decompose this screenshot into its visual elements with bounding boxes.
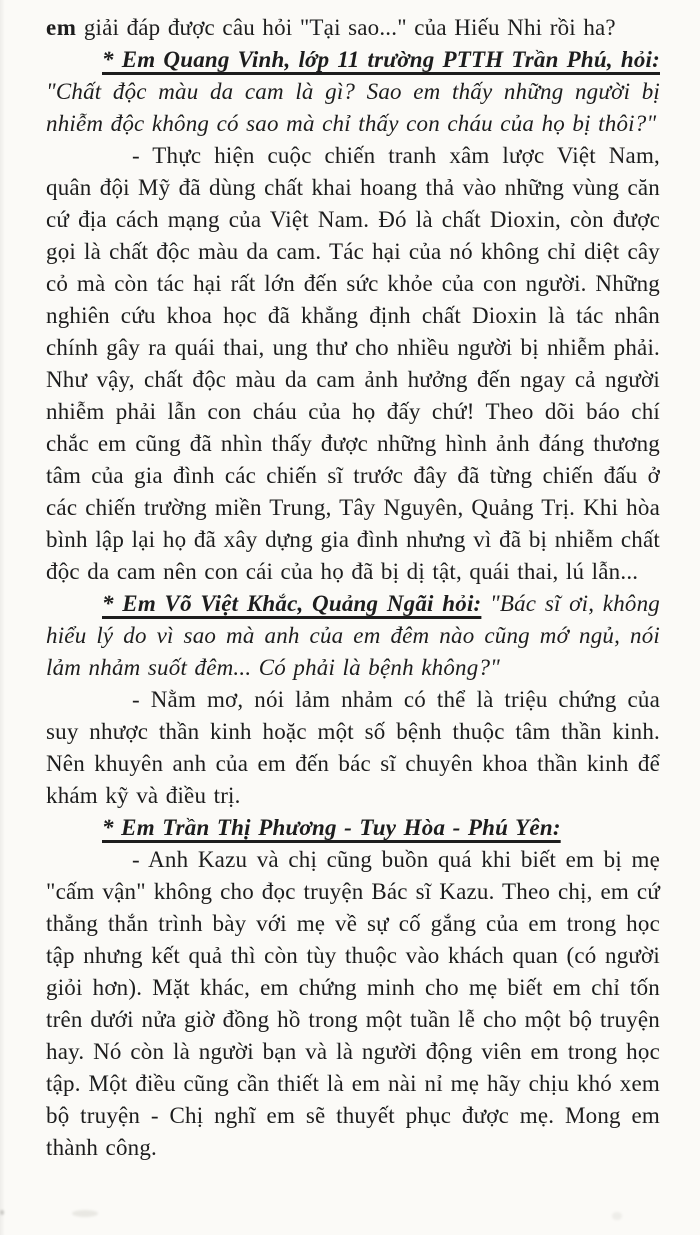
paragraph-question-quang-vinh [46,44,660,140]
paragraph-answer-kazu [46,844,660,1164]
scan-speck [612,1212,622,1220]
answer-text-kazu: - Anh Kazu và chị cũng buồn quá khi biết em bị mẹ "cấm vận" không cho đọc truyện Bác sĩ Kazu. Theo chị, em cứ thẳng thắn trình bày với mẹ về sự cố gắng của em trong học tập nhưng kết quả thì còn tùy thuộc vào khách quan (có người giỏi hơn). Mặt khác, em chứng minh cho mẹ biết em chỉ tốn trên dưới nửa giờ đồng hồ trong một tuần lễ cho một bộ truyện hay. Nó còn là người bạn và là người động viên em trong học tập. Một điều cũng cần thiết là em nài nỉ mẹ hãy chịu khó xem bộ truyện - Chị nghĩ em sẽ thuyết phục được mẹ. Mong em thành công. [46,847,660,1160]
paragraph-question-vo-viet-khac [46,588,660,684]
question-heading-vo-viet-khac: * Em Võ Việt Khắc, Quảng Ngãi hỏi: [102,591,482,616]
scan-smudge [72,1210,98,1217]
paragraph-answer-dioxin [46,140,660,588]
continuation-lead-word: em [46,15,77,40]
paragraph-answer-sleep-talking [46,684,660,812]
paragraph-question-tran-thi-phuong [46,812,660,844]
question-text-quang-vinh: "Chất độc màu da cam là gì? Sao em thấy những người bị nhiễm độc không có sao mà chỉ thấy con cháu của họ bị thôi?" [46,79,660,136]
scan-speck-left-edge [0,1210,4,1215]
question-heading-tran-thi-phuong: * Em Trần Thị Phương - Tuy Hòa - Phú Yên: [102,815,561,840]
question-heading-quang-vinh: * Em Quang Vinh, lớp 11 trường PTTH Trần Phú, hỏi: [102,47,660,72]
question-text-vo-viet-khac: "Bác sĩ ơi, không hiểu lý do vì sao mà anh của em đêm nào cũng mớ ngủ, nói lảm nhảm suốt đêm... Có phải là bệnh không?" [46,591,660,680]
continuation-text: giải đáp được câu hỏi "Tại sao..." của Hiếu Nhi rồi ha? [76,15,616,40]
answer-text-dioxin: - Thực hiện cuộc chiến tranh xâm lược Việt Nam, quân đội Mỹ đã dùng chất khai hoang thả vào những vùng căn cứ địa cách mạng của Việt Nam. Đó là chất Dioxin, còn được gọi là chất độc màu da cam. Tác hại của nó không chỉ diệt cây cỏ mà còn tác hại rất lớn đến sức khỏe của con người. Những nghiên cứu khoa học đã khẳng định chất Dioxin là tác nhân chính gây ra quái thai, ung thư cho nhiều người bị nhiễm phải. Như vậy, chất độc màu da cam ảnh hưởng đến ngay cả người nhiễm phải lẫn con cháu của họ đấy chứ! Theo dõi báo chí chắc em cũng đã nhìn thấy được những hình ảnh đáng thương tâm của gia đình các chiến sĩ trước đây đã từng chiến đấu ở các chiến trường miền Trung, Tây Nguyên, Quảng Trị. Khi hòa bình lập lại họ đã xây dựng gia đình nhưng vì đã bị nhiễm chất độc da cam nên con cái của họ đã bị dị tật, quái thai, lú lẫn... [46,143,660,584]
paragraph-continuation [46,12,660,44]
answer-text-sleep-talking: - Nằm mơ, nói lảm nhảm có thể là triệu chứng của suy nhược thần kinh hoặc một số bệnh thuộc tâm thần kinh. Nên khuyên anh của em đến bác sĩ chuyên khoa thần kinh để khám kỹ và điều trị. [46,687,660,808]
